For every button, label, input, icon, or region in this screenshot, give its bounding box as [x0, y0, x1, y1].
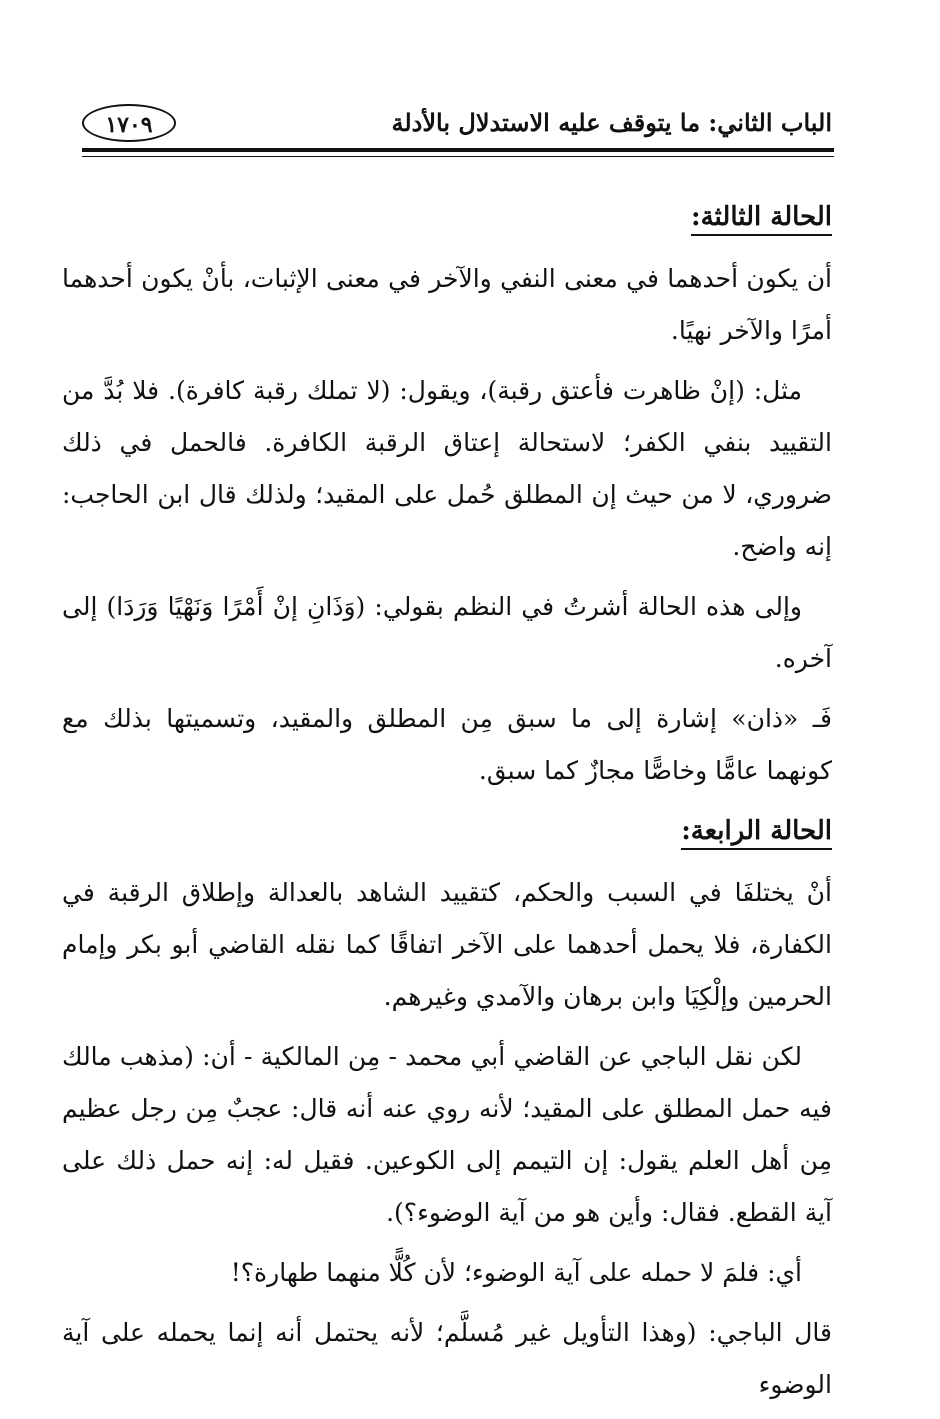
paragraph: مثل: (إنْ ظاهرت فأعتق رقبة)، ويقول: (لا تملك رقبة كافرة). فلا بُدَّ من التقييد بنفي الكفر؛ لاستحالة إعتاق الرقبة الكافرة. فالحمل في ذلك ضروري، لا من حيث إن المطلق حُمل على المقيد؛ ولذلك قال ابن الحاجب: إنه واضح.	[62, 376, 832, 561]
page-body	[62, 185, 832, 1419]
paragraph: أي: فلمَ لا حمله على آية الوضوء؛ لأن كُلًّا منهما طهارة؟!	[230, 1258, 802, 1287]
chapter-title: الباب الثاني: ما يتوقف عليه الاستدلال بالأدلة	[391, 108, 832, 137]
page-header	[82, 104, 832, 148]
header-rule-thick	[82, 148, 834, 152]
paragraph: وإلى هذه الحالة أشرتُ في النظم بقولي: (وَذَانِ إنْ أَمْرًا وَنَهْيًا وَرَدَا) إلى آخره.	[62, 592, 832, 673]
paragraph: لكن نقل الباجي عن القاضي أبي محمد - مِن المالكية - أن: (مذهب مالك فيه حمل المطلق على المقيد؛ لأنه روي عنه أنه قال: عجبٌ مِن رجل عظيم مِن أهل العلم يقول: إن التيمم إلى الكوعين. فقيل له: إنه حمل ذلك على آية القطع. فقال: وأين هو من آية الوضوء؟).	[62, 1042, 832, 1227]
header-rule-thin	[82, 156, 834, 157]
section-heading: الحالة الثالثة:	[62, 191, 832, 243]
paragraph: قال الباجي: (وهذا التأويل غير مُسلَّم؛ لأنه يحتمل أنه إنما يحمله على آية الوضوء	[62, 1318, 832, 1399]
paragraph: أن يكون أحدهما في معنى النفي والآخر في معنى الإثبات، بأنْ يكون أحدهما أمرًا والآخر نهيًا.	[62, 264, 832, 345]
paragraph: أنْ يختلفَا في السبب والحكم، كتقييد الشاهد بالعدالة وإطلاق الرقبة في الكفارة، فلا يحمل أحدهما على الآخر اتفاقًا كما نقله القاضي أبو بكر وإمام الحرمين وإلْكِيَا وابن برهان والآمدي وغيرهم.	[62, 878, 832, 1011]
page-number-badge: ١٧٠٩	[82, 104, 176, 142]
section-heading: الحالة الرابعة:	[62, 805, 832, 857]
paragraph: فَـ «ذان» إشارة إلى ما سبق مِن المطلق والمقيد، وتسميتها بذلك مع كونهما عامًّا وخاصًّا مجازٌ كما سبق.	[62, 704, 832, 785]
